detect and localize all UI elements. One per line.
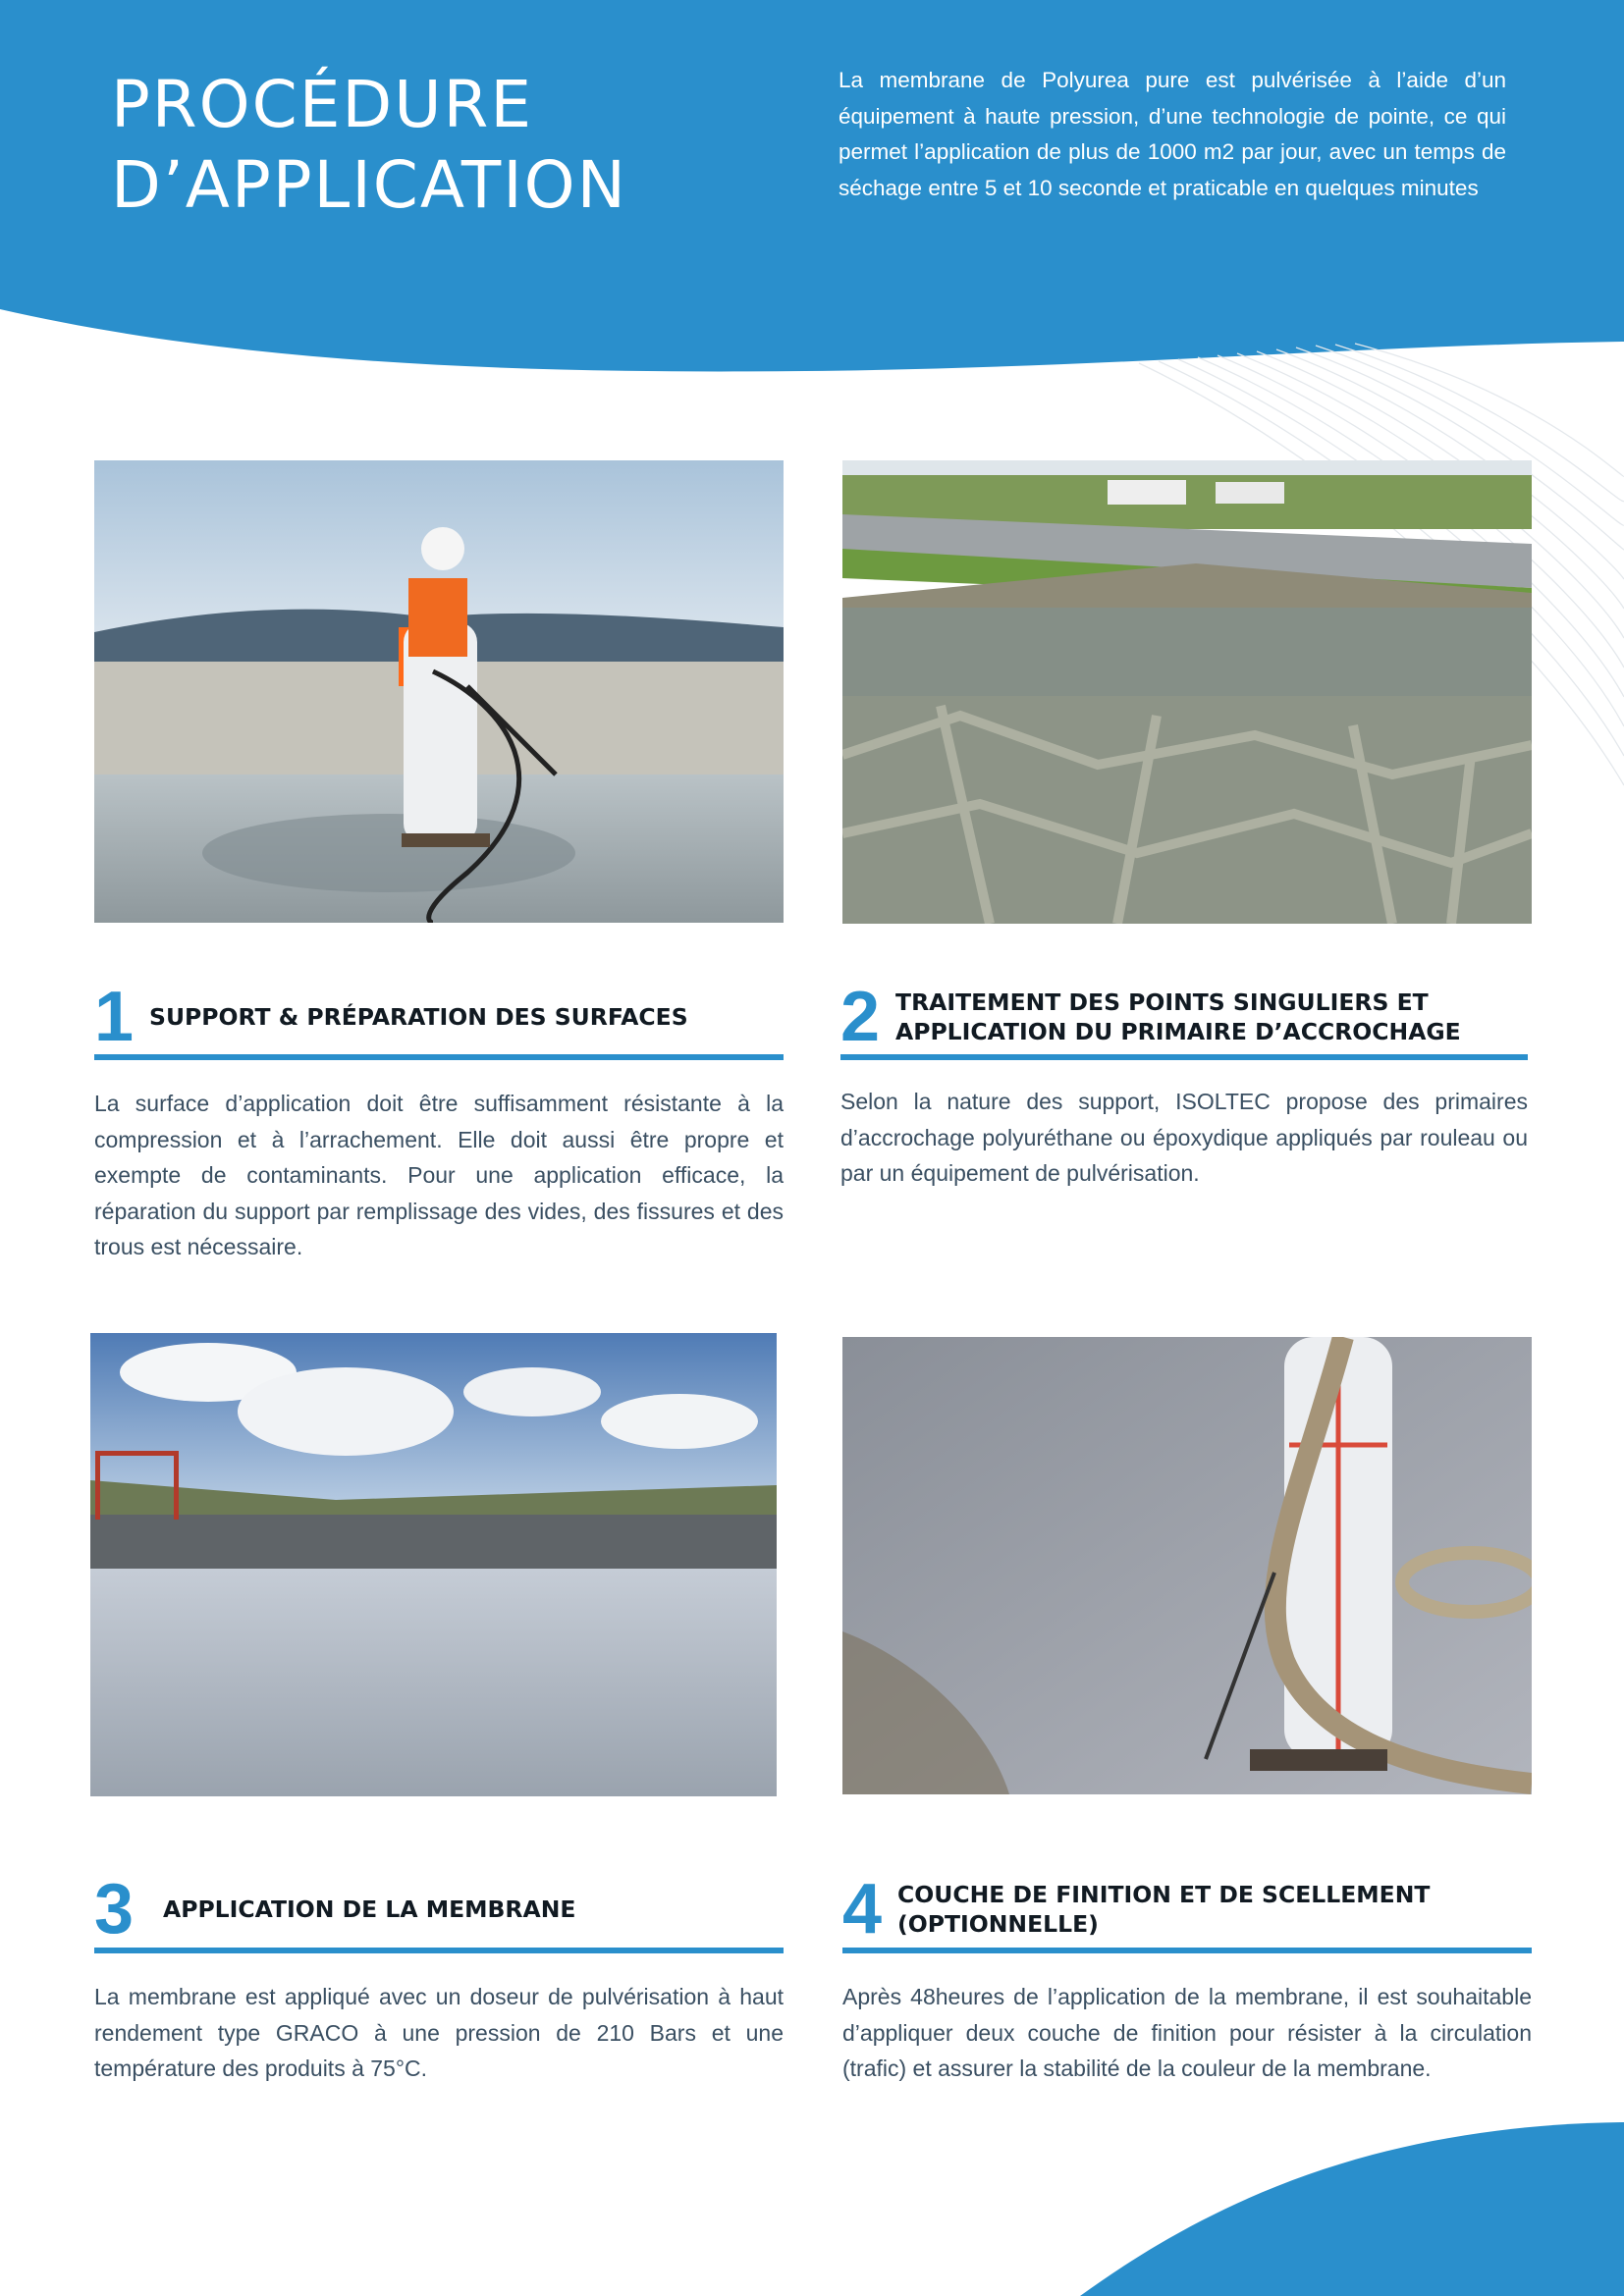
step-2-description: Selon la nature des support, ISOLTEC propose des primaires d’accrochage polyuréthane ou époxydique appliqués par rouleau ou par un équipement de pulvérisation. <box>840 1089 1528 1186</box>
step-3-description: La membrane est appliqué avec un doseur de pulvérisation à haut rendement type GRACO à une pression de 210 Bars et une température des produits à 75°C. <box>94 1984 784 2081</box>
step-4-title-line-1: COUCHE DE FINITION ET DE SCELLEMENT <box>897 1881 1431 1908</box>
worker-spraying-membrane-photo <box>842 1337 1532 1794</box>
primed-stone-roof-photo <box>842 460 1532 924</box>
step-4-number: 4 <box>842 1870 883 1949</box>
step-2-title-line-1: TRAITEMENT DES POINTS SINGULIERS ET <box>895 988 1429 1016</box>
step-1-number: 1 <box>94 978 135 1056</box>
step-1-heading <box>94 980 784 1060</box>
intro-paragraph: La membrane de Polyurea pure est pulvérisée à l’aide d’un équipement à haute pression, d’une technologie de pointe, ce qui permet l’application de plus de 1000 m2 par jour, avec un temps de séchage entre 5 et 10 seconde et praticable en quelques minutes <box>839 68 1506 200</box>
step-1-description: La surface d’application doit être suffisamment résistante à la compression et à l’arrachement. Elle doit aussi être propre et exempte de contaminants. Pour une application efficace, la réparation du support par remplissage des vides, des fissures et des trous est nécessaire. <box>94 1091 784 1259</box>
step-1-title-line-1: SUPPORT & PRÉPARATION DES SURFACES <box>149 1003 688 1031</box>
step-4-heading <box>842 1871 1532 1953</box>
step-2-heading <box>840 980 1528 1060</box>
step-3-title <box>163 1895 575 1924</box>
step-1-title <box>149 1002 688 1032</box>
page-title <box>111 65 627 226</box>
page-title-line-2: D’APPLICATION <box>111 147 627 223</box>
step-3-title-line-1: APPLICATION DE LA MEMBRANE <box>163 1896 576 1923</box>
membrane-coated-roof-photo <box>90 1333 777 1796</box>
step-3-heading <box>94 1871 784 1953</box>
step-4-title-line-2: (OPTIONNELLE) <box>897 1910 1099 1938</box>
step-3-number: 3 <box>94 1870 135 1949</box>
footer-corner-shape <box>1080 2122 1624 2296</box>
worker-pressure-washing-roof-photo <box>94 460 784 923</box>
step-2-title <box>895 988 1461 1046</box>
step-2-title-line-2: APPLICATION DU PRIMAIRE D’ACCROCHAGE <box>895 1018 1461 1045</box>
step-4-description: Après 48heures de l’application de la membrane, il est souhaitable d’appliquer deux couche de finition pour résister à la circulation (trafic) et assurer la stabilité de la couleur de la membrane. <box>842 1984 1532 2081</box>
step-4-title <box>897 1880 1430 1939</box>
step-2-number: 2 <box>840 978 881 1056</box>
page-title-line-1: PROCÉDURE <box>111 67 534 142</box>
